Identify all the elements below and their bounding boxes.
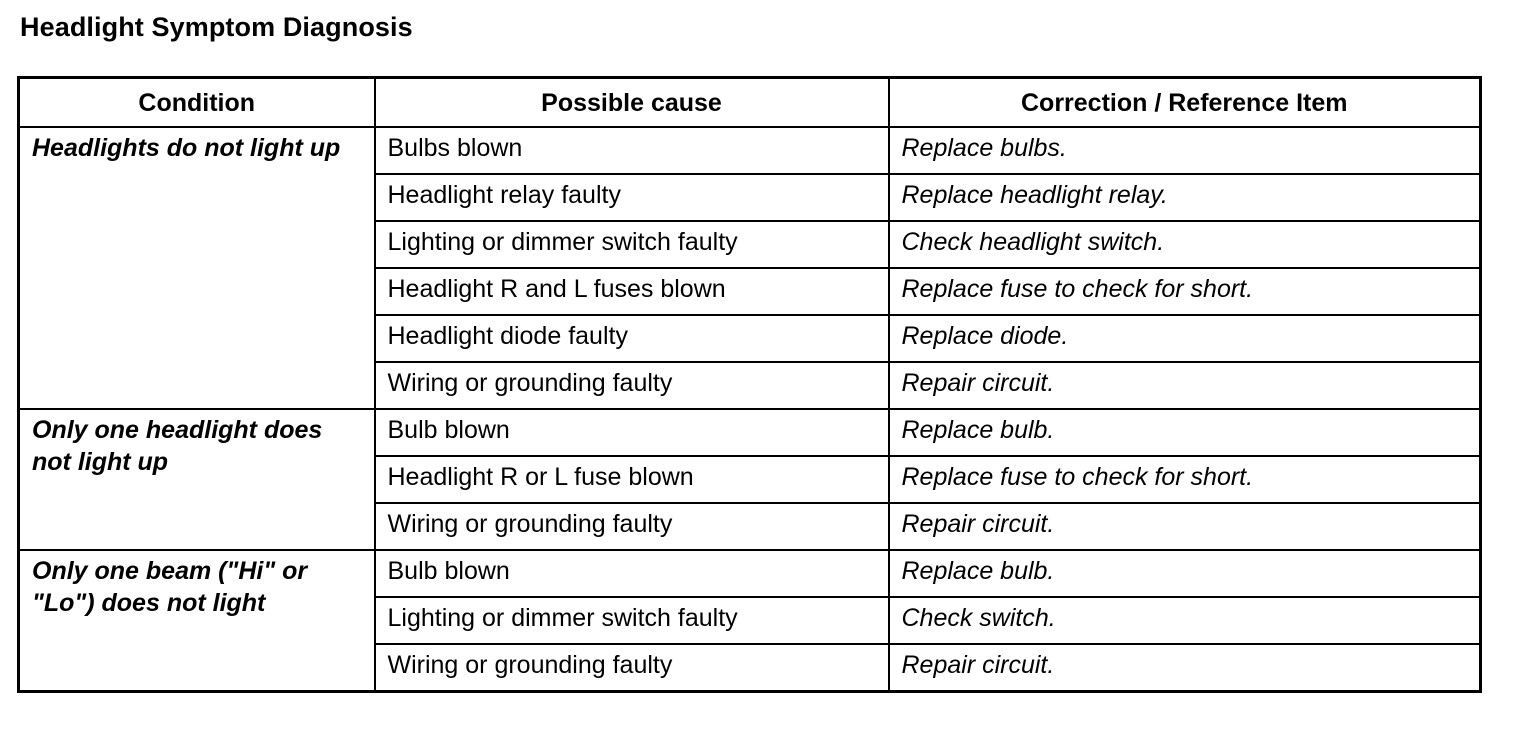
diagnosis-table bbox=[17, 76, 1482, 693]
header-correction: Correction / Reference Item bbox=[889, 78, 1481, 128]
cause-cell: Bulb blown bbox=[375, 550, 889, 597]
correction-cell: Replace fuse to check for short. bbox=[889, 456, 1481, 503]
condition-cell: Only one headlight does not light up bbox=[19, 409, 375, 550]
cause-cell: Headlight R and L fuses blown bbox=[375, 268, 889, 315]
header-condition: Condition bbox=[19, 78, 375, 128]
cause-cell: Lighting or dimmer switch faulty bbox=[375, 221, 889, 268]
correction-cell: Check switch. bbox=[889, 597, 1481, 644]
cause-cell: Headlight relay faulty bbox=[375, 174, 889, 221]
correction-cell: Replace bulb. bbox=[889, 409, 1481, 456]
correction-cell: Replace diode. bbox=[889, 315, 1481, 362]
correction-cell: Check headlight switch. bbox=[889, 221, 1481, 268]
cause-cell: Wiring or grounding faulty bbox=[375, 503, 889, 550]
condition-cell: Only one beam ("Hi" or "Lo") does not light bbox=[19, 550, 375, 691]
table-row bbox=[19, 127, 1481, 174]
page-title: Headlight Symptom Diagnosis bbox=[20, 12, 413, 42]
correction-cell: Repair circuit. bbox=[889, 503, 1481, 550]
cause-cell: Wiring or grounding faulty bbox=[375, 644, 889, 691]
table-header-row bbox=[19, 78, 1481, 128]
correction-cell: Replace bulb. bbox=[889, 550, 1481, 597]
cause-cell: Bulbs blown bbox=[375, 127, 889, 174]
correction-cell: Repair circuit. bbox=[889, 362, 1481, 409]
cause-cell: Bulb blown bbox=[375, 409, 889, 456]
correction-cell: Replace fuse to check for short. bbox=[889, 268, 1481, 315]
cause-cell: Headlight R or L fuse blown bbox=[375, 456, 889, 503]
cause-cell: Lighting or dimmer switch faulty bbox=[375, 597, 889, 644]
table-row bbox=[19, 409, 1481, 456]
header-possible-cause: Possible cause bbox=[375, 78, 889, 128]
cause-cell: Wiring or grounding faulty bbox=[375, 362, 889, 409]
correction-cell: Replace bulbs. bbox=[889, 127, 1481, 174]
cause-cell: Headlight diode faulty bbox=[375, 315, 889, 362]
table-row bbox=[19, 550, 1481, 597]
correction-cell: Repair circuit. bbox=[889, 644, 1481, 691]
correction-cell: Replace headlight relay. bbox=[889, 174, 1481, 221]
condition-cell: Headlights do not light up bbox=[19, 127, 375, 409]
